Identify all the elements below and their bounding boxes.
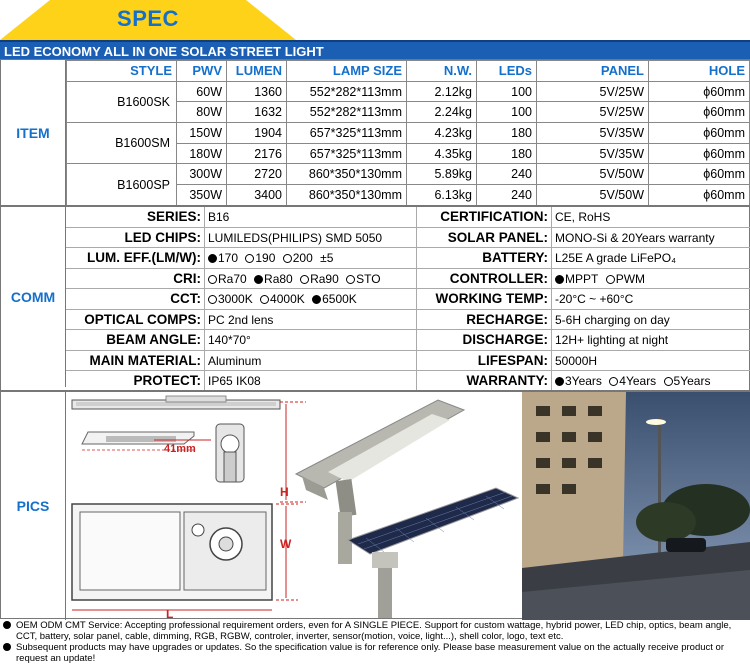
working-temp-value: -20°C ~ +60°C: [555, 292, 634, 306]
beam-angle-label: BEAM ANGLE:: [66, 330, 205, 350]
table-cell: 100: [477, 81, 537, 102]
radio-unchecked-icon: [208, 295, 217, 304]
section-label-item: ITEM: [1, 60, 66, 205]
table-row: [67, 81, 750, 102]
dim-w-label: W: [280, 537, 292, 551]
radio-unchecked-icon: [260, 295, 269, 304]
battery-label: BATTERY:: [417, 248, 552, 268]
style-cell: B1600SK: [67, 81, 177, 122]
comm-row-material: [66, 351, 750, 372]
radio-checked-icon: [254, 275, 263, 284]
table-cell: 657*325*113mm: [287, 123, 407, 144]
table-cell: 240: [477, 164, 537, 185]
beam-angle-value: 140*70°: [205, 330, 417, 350]
radio-unchecked-icon: [245, 254, 254, 263]
certification-label: CERTIFICATION:: [417, 207, 552, 227]
discharge-value: 12H+ lighting at night: [555, 333, 669, 347]
table-cell: 240: [477, 185, 537, 206]
optical-label: OPTICAL COMPS:: [66, 310, 205, 330]
controller-option-mppt[interactable]: MPPT: [555, 272, 598, 286]
material-value: Aluminum: [205, 351, 417, 371]
footer-note-disclaimer: Subsequent products may have upgrades or updates. So the specification value is for reference only. Please base measurement value on the actually receive product or request an update!: [2, 642, 750, 664]
dim-41mm-label: 41mm: [164, 443, 196, 455]
cri-option-ra70[interactable]: Ra70: [208, 272, 247, 286]
warranty-options: [552, 371, 750, 392]
table-cell: 300W: [177, 164, 227, 185]
comm-row-cct: [66, 289, 750, 310]
comm-row-series: [66, 207, 750, 228]
comm-row-led-chips: [66, 228, 750, 249]
radio-checked-icon: [208, 254, 217, 263]
dim-h-label: H: [280, 485, 289, 499]
warranty-option-5years[interactable]: 5Years: [664, 374, 711, 388]
column-header-style: STYLE: [67, 61, 177, 82]
footer-notes: [0, 620, 750, 664]
product-pictures: [66, 392, 750, 620]
street-photo: [522, 392, 750, 620]
lifespan-label: LIFESPAN:: [417, 351, 552, 371]
table-cell: ϕ60mm: [649, 143, 750, 164]
table-cell: 60W: [177, 81, 227, 102]
table-cell: 1632: [227, 102, 287, 123]
cct-option-4000k[interactable]: 4000K: [260, 292, 305, 306]
spec-tab: [0, 0, 750, 40]
solar-panel-value: MONO-Si & 20Years warranty: [555, 230, 715, 245]
table-cell: ϕ60mm: [649, 185, 750, 206]
table-cell: 5V/25W: [537, 81, 649, 102]
table-cell: 5V/25W: [537, 102, 649, 123]
column-header-lamp-size: LAMP SIZE: [287, 61, 407, 82]
table-cell: 5V/35W: [537, 143, 649, 164]
table-cell: 5V/50W: [537, 185, 649, 206]
table-cell: 1360: [227, 81, 287, 102]
lum-eff-label: LUM. EFF.(LM/W):: [66, 248, 205, 268]
column-header-hole: HOLE: [649, 61, 750, 82]
battery-value: L25E A grade LiFePO₄: [555, 251, 676, 265]
column-header-leds: LEDs: [477, 61, 537, 82]
certification-value: CE, RoHS: [555, 210, 611, 224]
lifespan-value: 50000H: [555, 353, 598, 368]
section-label-pics: PICS: [1, 392, 66, 620]
protect-value: IP65 IK08: [205, 371, 417, 392]
table-cell: 2720: [227, 164, 287, 185]
controller-options: [552, 269, 750, 289]
pics-area: [66, 392, 750, 620]
controller-label: CONTROLLER:: [417, 269, 552, 289]
table-cell: 3400: [227, 185, 287, 206]
item-table-header-row: [67, 61, 750, 82]
lum-eff-option-170[interactable]: 170: [208, 251, 238, 265]
radio-checked-icon: [555, 377, 564, 386]
lamp-render-solar-panel: [348, 488, 518, 618]
cct-option-3000k[interactable]: 3000K: [208, 292, 253, 306]
table-cell: 860*350*130mm: [287, 164, 407, 185]
comm-row-lum-eff: [66, 248, 750, 269]
column-header-n-w-: N.W.: [407, 61, 477, 82]
discharge-label: DISCHARGE:: [417, 330, 552, 350]
spec-tab-label: SPEC: [117, 6, 179, 31]
table-cell: 180: [477, 143, 537, 164]
comm-row-protect: [66, 371, 750, 392]
bullet-icon: [3, 621, 11, 629]
table-cell: ϕ60mm: [649, 102, 750, 123]
cct-option-6500k[interactable]: 6500K: [312, 292, 357, 306]
style-cell: B1600SM: [67, 123, 177, 164]
table-cell: 860*350*130mm: [287, 185, 407, 206]
section-label-comm: COMM: [1, 207, 66, 387]
series-label: SERIES:: [66, 207, 205, 227]
dim-l-label: L: [166, 607, 174, 620]
protect-label: PROTECT:: [66, 371, 205, 392]
column-header-panel: PANEL: [537, 61, 649, 82]
bullet-icon: [3, 643, 11, 651]
table-cell: 180: [477, 123, 537, 144]
solar-panel-label: SOLAR PANEL:: [417, 228, 552, 248]
top-view-drawing: [72, 504, 298, 620]
working-temp-label: WORKING TEMP:: [417, 289, 552, 309]
comm-row-beam: [66, 330, 750, 351]
cri-option-ra80[interactable]: Ra80: [254, 272, 293, 286]
radio-unchecked-icon: [208, 275, 217, 284]
table-cell: 350W: [177, 185, 227, 206]
table-cell: 657*325*113mm: [287, 143, 407, 164]
led-chips-value: LUMILEDS(PHILIPS) SMD 5050: [205, 228, 417, 248]
radio-checked-icon: [312, 295, 321, 304]
cri-option-ra90[interactable]: Ra90: [300, 272, 339, 286]
table-row: [67, 164, 750, 185]
table-cell: 5.89kg: [407, 164, 477, 185]
cri-label: CRI:: [66, 269, 205, 289]
table-cell: 2.24kg: [407, 102, 477, 123]
warranty-label: WARRANTY:: [417, 371, 552, 392]
radio-checked-icon: [555, 275, 564, 284]
page-title: LED ECONOMY ALL IN ONE SOLAR STREET LIGHT: [0, 40, 750, 59]
table-cell: 552*282*113mm: [287, 81, 407, 102]
table-cell: 100: [477, 102, 537, 123]
radio-unchecked-icon: [346, 275, 355, 284]
table-cell: ϕ60mm: [649, 164, 750, 185]
warranty-option-3years[interactable]: 3Years: [555, 374, 602, 388]
lum-eff-option-190[interactable]: 190: [245, 251, 275, 265]
controller-option-pwm[interactable]: PWM: [606, 272, 645, 286]
spec-frame: [0, 59, 750, 619]
table-cell: 2176: [227, 143, 287, 164]
comm-row-cri: [66, 269, 750, 290]
column-header-pwv: PWV: [177, 61, 227, 82]
table-cell: 5V/50W: [537, 164, 649, 185]
table-cell: 80W: [177, 102, 227, 123]
table-cell: 180W: [177, 143, 227, 164]
table-cell: 5V/35W: [537, 123, 649, 144]
comm-row-optical: [66, 310, 750, 331]
led-chips-label: LED CHIPS:: [66, 228, 205, 248]
lum-eff-options: [205, 248, 417, 268]
table-cell: 552*282*113mm: [287, 102, 407, 123]
table-cell: 6.13kg: [407, 185, 477, 206]
radio-unchecked-icon: [609, 377, 618, 386]
table-cell: 1904: [227, 123, 287, 144]
table-cell: 150W: [177, 123, 227, 144]
table-cell: 4.35kg: [407, 143, 477, 164]
table-cell: 2.12kg: [407, 81, 477, 102]
recharge-value: 5-6H charging on day: [555, 312, 670, 327]
cct-label: CCT:: [66, 289, 205, 309]
material-label: MAIN MATERIAL:: [66, 351, 205, 371]
table-row: [67, 123, 750, 144]
lum-eff-option-200[interactable]: 200: [283, 251, 313, 265]
footer-note-oem: OEM ODM CMT Service: Accepting professional requirement orders, even for A SINGLE PIECE. Support for custom wattage, hybrid power, LED chip, optics, beam angle, CCT, battery, solar panel, cable, dimming, RGB, RGBW, controler, inverter, sensor(motion, voice, light...), shell color, logo, text etc.: [2, 620, 750, 642]
table-cell: ϕ60mm: [649, 81, 750, 102]
optical-value: PC 2nd lens: [205, 310, 417, 330]
table-cell: 4.23kg: [407, 123, 477, 144]
table-cell: ϕ60mm: [649, 123, 750, 144]
radio-unchecked-icon: [606, 275, 615, 284]
cct-options: [205, 289, 417, 309]
style-cell: B1600SP: [67, 164, 177, 205]
lum-eff-tolerance: ±5: [320, 251, 334, 265]
recharge-label: RECHARGE:: [417, 310, 552, 330]
warranty-option-4years[interactable]: 4Years: [609, 374, 656, 388]
cri-options: [205, 269, 417, 289]
series-value: B16: [205, 207, 417, 227]
radio-unchecked-icon: [664, 377, 673, 386]
cri-option-sto[interactable]: STO: [346, 272, 380, 286]
radio-unchecked-icon: [300, 275, 309, 284]
radio-unchecked-icon: [283, 254, 292, 263]
side-view-drawing: [72, 396, 306, 502]
column-header-lumen: LUMEN: [227, 61, 287, 82]
item-table-body: [67, 81, 750, 205]
item-table: [66, 60, 750, 206]
